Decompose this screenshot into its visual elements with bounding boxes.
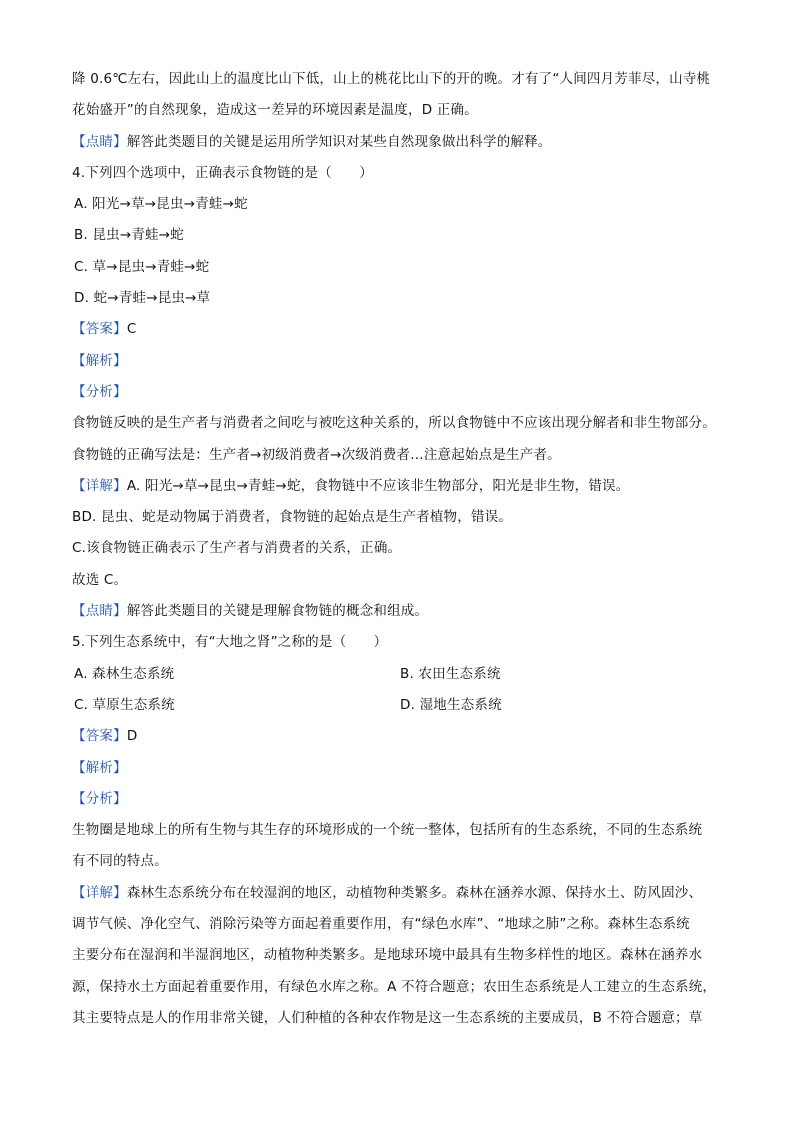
answer-value: D xyxy=(126,728,138,745)
option-row xyxy=(72,690,724,721)
answer-tag: 【答案】 xyxy=(72,728,127,745)
detail-line xyxy=(72,878,724,909)
detail-line: 源，保持水土方面起着重要作用，有绿色水库之称。A 不符合题意；农田生态系统是人工建立的生态系统， xyxy=(72,978,717,995)
question-stem: 5.下列生态系统中，有“大地之肾”之称的是（ ） xyxy=(72,634,388,651)
option-c: C. 草原生态系统 xyxy=(74,696,175,713)
detail-text: A. 阳光→草→昆虫→青蛙→蛇，食物链中不应该非生物部分，阳光是非生物，错误。 xyxy=(126,477,630,494)
intro-line: 花始盛开”的自然现象，造成这一差异的环境因素是温度，D 正确。 xyxy=(72,102,478,119)
review-paragraph xyxy=(72,127,724,158)
detail-line xyxy=(72,471,724,502)
answer-tag: 【答案】 xyxy=(72,321,127,338)
detail-text: 森林生态系统分布在较湿润的地区，动植物种类繁多。森林在涵养水源、保持水土、防风固沙、 xyxy=(126,884,703,901)
analysis-tag: 【解析】 xyxy=(72,759,127,776)
analysis-heading xyxy=(72,346,724,377)
answer-line xyxy=(72,721,724,752)
detail-tag: 【详解】 xyxy=(72,477,127,494)
option-b: B. 昆虫→青蛙→蛇 xyxy=(74,227,184,244)
detail-line: C.该食物链正确表示了生产者与消费者的关系，正确。 xyxy=(72,540,402,557)
fenxi-tag: 【分析】 xyxy=(72,790,127,807)
fenxi-heading xyxy=(72,784,724,815)
detail-line: 调节气候、净化空气、消除污染等方面起着重要作用，有“绿色水库”、“地球之肺”之称。森林生态系统 xyxy=(72,916,690,933)
intro-line: 降 0.6℃左右，因此山上的温度比山下低，山上的桃花比山下的开的晚。才有了“人间四月芳菲尽，山寺桃 xyxy=(72,71,711,87)
fenxi-line: 有不同的特点。 xyxy=(72,853,168,870)
detail-tag: 【详解】 xyxy=(72,884,127,901)
fenxi-line: 生物圈是地球上的所有生物与其生存的环境形成的一个统一整体，包括所有的生态系统，不同的生态系统 xyxy=(72,822,703,839)
page-content xyxy=(72,64,724,1034)
option-c: C. 草→昆虫→青蛙→蛇 xyxy=(74,258,210,275)
question-stem: 4.下列四个选项中，正确表示食物链的是（ ） xyxy=(72,164,373,181)
fenxi-heading xyxy=(72,377,724,408)
fenxi-line: 食物链反映的是生产者与消费者之间吃与被吃这种关系的，所以食物链中不应该出现分解者和非生物部分。 xyxy=(72,415,716,432)
analysis-tag: 【解析】 xyxy=(72,352,127,369)
detail-line: BD. 昆虫、蛇是动物属于消费者，食物链的起始点是生产者植物，错误。 xyxy=(72,509,513,526)
option-d: D. 蛇→青蛙→昆虫→草 xyxy=(74,290,211,307)
option-d: D. 湿地生态系统 xyxy=(400,696,502,713)
review-text: 解答此类题目的关键是理解食物链的概念和组成。 xyxy=(126,603,429,620)
detail-line: 其主要特点是人的作用非常关键，人们种植的各种农作物是这一生态系统的主要成员，B 不符合题意；草 xyxy=(72,1009,703,1026)
review-paragraph xyxy=(72,596,724,627)
fenxi-line: 食物链的正确写法是：生产者→初级消费者→次级消费者…注意起始点是生产者。 xyxy=(72,446,561,463)
answer-value: C xyxy=(126,321,137,338)
option-b: B. 农田生态系统 xyxy=(400,665,501,682)
fenxi-tag: 【分析】 xyxy=(72,383,127,400)
option-row xyxy=(72,659,724,690)
option-a: A. 森林生态系统 xyxy=(74,665,175,682)
answer-line xyxy=(72,314,724,345)
option-a: A. 阳光→草→昆虫→青蛙→蛇 xyxy=(74,196,248,213)
review-tag: 【点睛】 xyxy=(72,133,127,150)
detail-line: 主要分布在湿润和半湿润地区，动植物种类繁多。是地球环境中最具有生物多样性的地区。森林在涵养水 xyxy=(72,947,703,964)
analysis-heading xyxy=(72,753,724,784)
review-text: 解答此类题目的关键是运用所学知识对某些自然现象做出科学的解释。 xyxy=(126,133,552,150)
detail-line: 故选 C。 xyxy=(72,571,128,588)
review-tag: 【点睛】 xyxy=(72,603,127,620)
